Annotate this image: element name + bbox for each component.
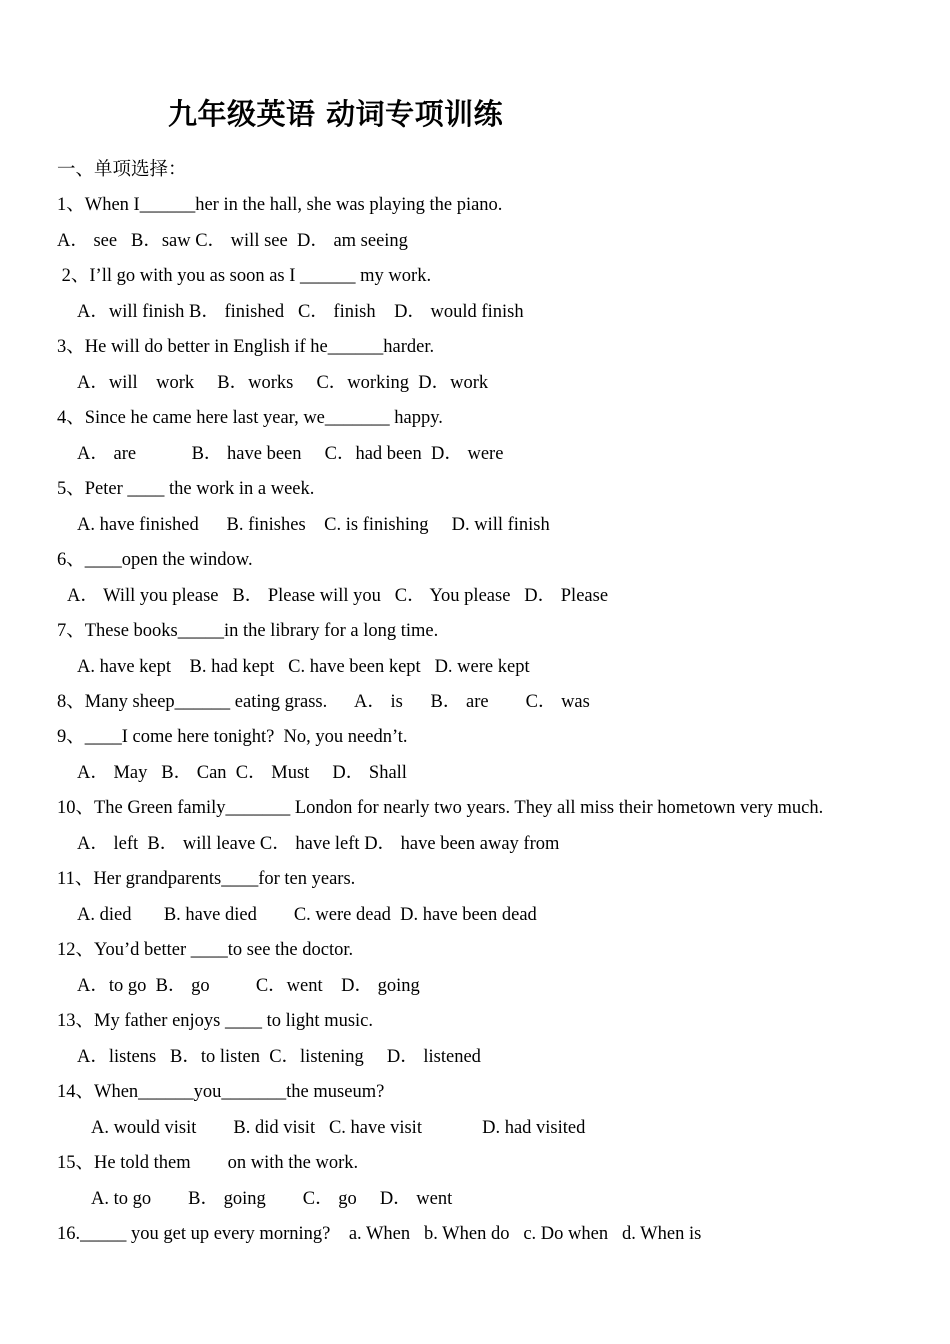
options-15: A. to go B． going C． go D． went [91, 1189, 453, 1209]
page-title: 九年级英语 动词专项训练 [168, 97, 504, 131]
question-14: 14、When______you_______the museum? [57, 1082, 385, 1102]
question-4: 4、Since he came here last year, we_______ happy. [57, 408, 443, 428]
question-12: 12、You’d better ____to see the doctor. [57, 940, 354, 960]
options-13: A．listens B．to listen C．listening D． listened [77, 1047, 481, 1067]
question-15: 15、He told them on with the work. [57, 1153, 359, 1173]
question-8: 8、Many sheep______ eating grass. A． is B． are C． was [57, 692, 590, 712]
question-5: 5、Peter ____ the work in a week. [57, 479, 315, 499]
options-7: A. have kept B. had kept C. have been kept D. were kept [77, 657, 530, 677]
options-2: A．will finish B． finished C． finish D． would finish [77, 302, 524, 322]
question-7: 7、These books_____in the library for a long time. [57, 621, 439, 641]
options-4: A． are B． have been C．had been D． were [77, 444, 504, 464]
question-6: 6、____open the window. [57, 550, 253, 570]
options-11: A. died B. have died C. were dead D. have been dead [77, 905, 537, 925]
question-10: 10、The Green family_______ London for nearly two years. They all miss their hometown very much. [57, 798, 824, 818]
question-11: 11、Her grandparents____for ten years. [57, 869, 356, 889]
options-6: A． Will you please B． Please will you C． You please D． Please [67, 586, 609, 606]
question-13: 13、My father enjoys ____ to light music. [57, 1011, 374, 1031]
question-9: 9、____I come here tonight? No, you needn’t. [57, 727, 408, 747]
options-5: A. have finished B. finishes C. is finishing D. will finish [77, 515, 550, 535]
options-1: A． see B．saw C． will see D． am seeing [57, 231, 408, 251]
options-14: A. would visit B. did visit C. have visit D. had visited [91, 1118, 586, 1138]
options-12: A．to go B． go C．went D． going [77, 976, 420, 996]
options-3: A．will work B．works C．working D．work [77, 373, 489, 393]
question-3: 3、He will do better in English if he______harder. [57, 337, 435, 357]
section-heading: 一、单项选择： [57, 160, 187, 180]
question-1: 1、When I______her in the hall, she was playing the piano. [57, 195, 503, 215]
question-2: 2、I’ll go with you as soon as I ______ my work. [57, 266, 432, 286]
options-9: A． May B． Can C． Must D． Shall [77, 763, 407, 783]
options-10: A． left B． will leave C． have left D． have been away from [77, 834, 560, 854]
question-16: 16._____ you get up every morning? a. When b. When do c. Do when d. When is [57, 1224, 702, 1244]
